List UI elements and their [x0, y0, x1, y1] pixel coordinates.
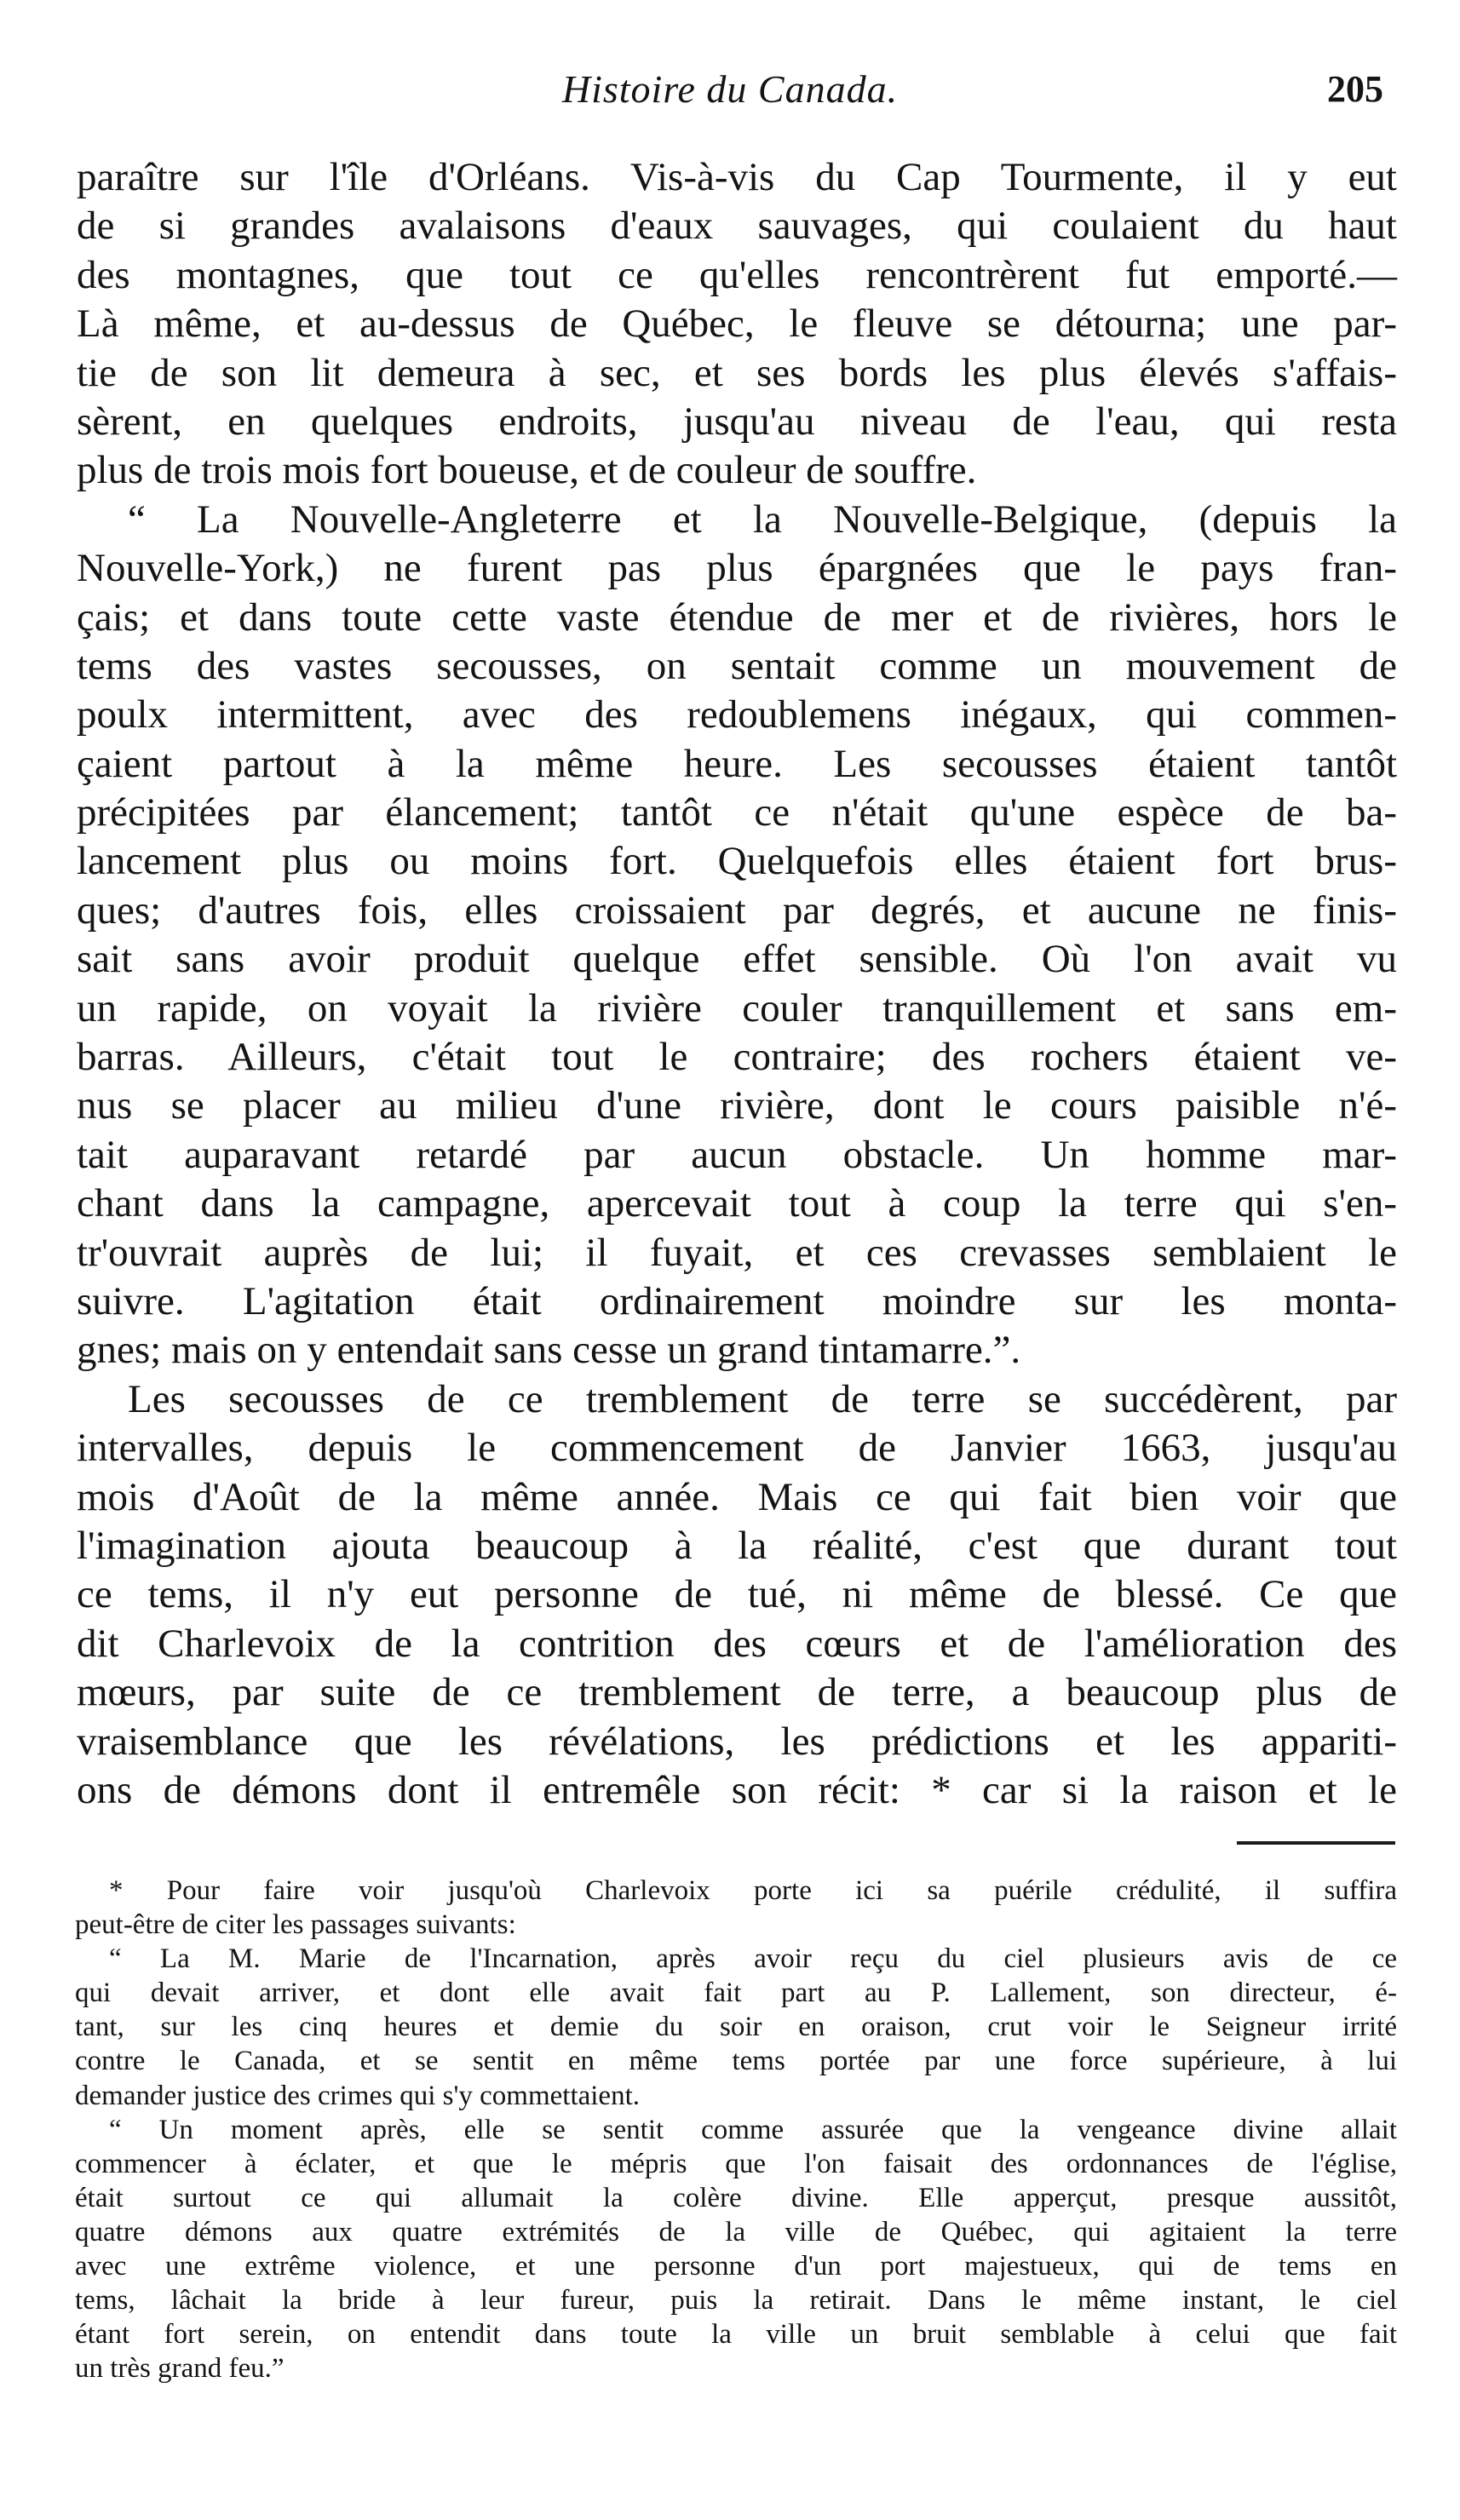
- page-number: 205: [1327, 68, 1383, 110]
- text-line: lancement plus ou moins fort. Quelquefois elles étaient fort brus-: [77, 839, 1397, 884]
- text-line: çaient partout à la même heure. Les secousses étaient tantôt: [77, 741, 1397, 786]
- footnote-line: contre le Canada, et se sentit en même tems portée par une force supérieure, à lui: [75, 2046, 1397, 2077]
- text-line: Nouvelle-York,) ne furent pas plus épargnées que le pays fran-: [77, 546, 1397, 591]
- footnote-line: quatre démons aux quatre extrémités de la ville de Québec, qui agitaient la terre: [75, 2216, 1397, 2247]
- text-line: ons de démons dont il entremêle son récit: * car si la raison et le: [77, 1767, 1397, 1812]
- text-line: çais; et dans toute cette vaste étendue de mer et de rivières, hors le: [77, 594, 1397, 640]
- text-line: tait auparavant retardé par aucun obstacle. Un homme mar-: [77, 1132, 1397, 1177]
- text-line: ce tems, il n'y eut personne de tué, ni même de blessé. Ce que: [77, 1572, 1397, 1617]
- text-line: de si grandes avalaisons d'eaux sauvages, qui coulaient du haut: [77, 204, 1397, 249]
- text-line: plus de trois mois fort boueuse, et de couleur de souffre.: [77, 448, 977, 493]
- footnote-line: “ Un moment après, elle se sentit comme assurée que la vengeance divine allait: [109, 2114, 1397, 2145]
- footnote: [75, 1874, 1397, 2487]
- footnote-line: un très grand feu.”: [75, 2353, 285, 2385]
- footnote-line: commencer à éclater, et que le mépris que l'on faisait des ordonnances de l'église,: [75, 2148, 1397, 2179]
- footnote-line: “ La M. Marie de l'Incarnation, après avoir reçu du ciel plusieurs avis de ce: [109, 1943, 1397, 1975]
- text-line: l'imagination ajouta beaucoup à la réalité, c'est que durant tout: [77, 1523, 1397, 1568]
- footnote-line: étant fort serein, on entendit dans toute la ville un bruit semblable à celui que fait: [75, 2319, 1397, 2351]
- text-line: Là même, et au-dessus de Québec, le fleuve se détourna; une par-: [77, 301, 1397, 347]
- text-line: sèrent, en quelques endroits, jusqu'au niveau de l'eau, qui resta: [77, 399, 1397, 444]
- text-line: barras. Ailleurs, c'était tout le contraire; des rochers étaient ve-: [77, 1035, 1397, 1080]
- text-line: intervalles, depuis le commencement de Janvier 1663, jusqu'au: [77, 1426, 1397, 1471]
- text-line: nus se placer au milieu d'une rivière, dont le cours paisible n'é-: [77, 1083, 1397, 1128]
- text-line: des montagnes, que tout ce qu'elles rencontrèrent fut emporté.—: [77, 252, 1397, 297]
- text-line: tr'ouvrait auprès de lui; il fuyait, et ces crevasses semblaient le: [77, 1230, 1397, 1275]
- text-line: “ La Nouvelle-Angleterre et la Nouvelle-Belgique, (depuis la: [128, 497, 1397, 542]
- footnote-line: demander justice des crimes qui s'y commettaient.: [75, 2080, 640, 2111]
- page-header: [77, 60, 1383, 119]
- footnote-divider: [1237, 1841, 1395, 1845]
- footnote-line: peut-être de citer les passages suivants:: [75, 1909, 516, 1941]
- text-line: mois d'Août de la même année. Mais ce qui fait bien voir que: [77, 1474, 1397, 1519]
- text-line: paraître sur l'île d'Orléans. Vis-à-vis du Cap Tourmente, il y eut: [77, 155, 1397, 199]
- text-line: poulx intermittent, avec des redoublemens inégaux, qui commen-: [77, 692, 1397, 738]
- text-line: vraisemblance que les révélations, les prédictions et les appariti-: [77, 1719, 1397, 1764]
- text-line: mœurs, par suite de ce tremblement de terre, a beaucoup plus de: [77, 1670, 1397, 1715]
- text-line: sait sans avoir produit quelque effet sensible. Où l'on avait vu: [77, 937, 1397, 982]
- text-line: gnes; mais on y entendait sans cesse un grand tintamarre.”.: [77, 1328, 1021, 1373]
- text-line: ques; d'autres fois, elles croissaient par degrés, et aucune ne finis-: [77, 887, 1397, 933]
- footnote-line: * Pour faire voir jusqu'où Charlevoix porte ici sa puérile crédulité, il suffira: [109, 1875, 1397, 1906]
- text-line: un rapide, on voyait la rivière couler tranquillement et sans em-: [77, 985, 1397, 1030]
- footnote-line: tant, sur les cinq heures et demie du soir en oraison, crut voir le Seigneur irrité: [75, 2012, 1397, 2043]
- text-line: tems des vastes secousses, on sentait comme un mouvement de: [77, 643, 1397, 688]
- text-line: Les secousses de ce tremblement de terre se succédèrent, par: [128, 1376, 1397, 1421]
- text-line: précipitées par élancement; tantôt ce n'était qu'une espèce de ba-: [77, 790, 1397, 835]
- text-line: tie de son lit demeura à sec, et ses bords les plus élevés s'affais-: [77, 350, 1397, 395]
- footnote-line: avec une extrême violence, et une personne d'un port majestueux, qui de tems en: [75, 2251, 1397, 2282]
- footnote-line: qui devait arriver, et dont elle avait fait part au P. Lallement, son directeur, é-: [75, 1978, 1397, 2009]
- footnote-line: tems, lâchait la bride à leur fureur, puis la retirait. Dans le même instant, le ciel: [75, 2285, 1397, 2316]
- text-line: dit Charlevoix de la contrition des cœurs et de l'amélioration des: [77, 1621, 1397, 1666]
- main-text: [77, 153, 1397, 1814]
- footnote-line: était surtout ce qui allumait la colère divine. Elle apperçut, presque aussitôt,: [75, 2182, 1397, 2213]
- running-title: Histoire du Canada.: [561, 67, 899, 111]
- text-line: suivre. L'agitation était ordinairement moindre sur les monta-: [77, 1278, 1397, 1323]
- text-line: chant dans la campagne, apercevait tout à coup la terre qui s'en-: [77, 1181, 1397, 1226]
